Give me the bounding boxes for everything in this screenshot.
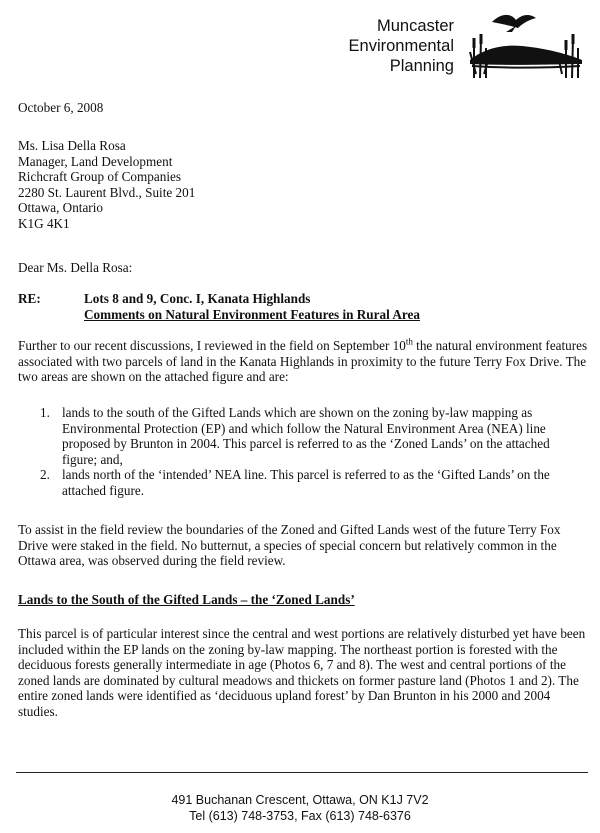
list-item-text: lands north of the ‘intended’ NEA line. This parcel is referred to as the ‘Gifted Lands’ on the attached figure. — [62, 467, 550, 498]
heron-marsh-logo-icon — [462, 8, 588, 80]
recipient-company: Richcraft Group of Companies — [18, 169, 181, 185]
list-number: 2. — [40, 467, 50, 483]
recipient-street: 2280 St. Laurent Blvd., Suite 201 — [18, 184, 196, 200]
recipient-postal: K1G 4K1 — [18, 215, 70, 231]
parcel-list — [18, 405, 588, 499]
section-heading: Lands to the South of the Gifted Lands – the ‘Zoned Lands’ — [18, 592, 355, 607]
intro-text-b: the natural environment features associated with two parcels of land in the Kanata Highlands in proximity to the future Terry Fox Drive. The two areas are shown on the attached figure and are: — [18, 338, 588, 385]
intro-paragraph — [18, 338, 588, 385]
intro-text-a: Further to our recent discussions, I reviewed in the field on September 10 — [18, 338, 406, 353]
intro-superscript: th — [405, 336, 413, 347]
letterhead-name — [349, 16, 454, 76]
list-item — [18, 405, 588, 467]
list-item — [18, 467, 588, 498]
letterhead-line2: Environmental — [348, 37, 454, 55]
footer-address: 491 Buchanan Crescent, Ottawa, ON K1J 7V2 — [171, 793, 429, 807]
footer-divider — [16, 772, 588, 773]
re-subject-line2: Comments on Natural Environment Features in Rural Area — [84, 306, 420, 322]
re-subject-line1: Lots 8 and 9, Conc. I, Kanata Highlands — [84, 291, 311, 306]
letterhead-line1: Muncaster — [376, 17, 454, 35]
list-number: 1. — [40, 405, 50, 420]
recipient-name: Ms. Lisa Della Rosa — [18, 138, 126, 153]
field-review-paragraph: To assist in the field review the boundaries of the Zoned and Gifted Lands west of the future Terry Fox Drive were staked in the field. No butternut, a species of special concern but relatively common in the Ottawa area, was observed during the field review. — [18, 522, 561, 569]
zoned-lands-paragraph: This parcel is of particular interest since the central and west portions are relatively disturbed yet have been included within the EP lands on the zoning by-law mapping. The northeast portion is forested with the deciduous forests generally intermediate in age (Photos 6, 7 and 8). The west and central portions of the zoned lands are dominated by cultural meadows and thickets on former pasture land (Photos 1 and 2). The entire zoned lands were identified as ‘deciduous upland forest’ by Dan Brunton in his 2000 and 2004 studies. — [18, 626, 586, 719]
list-item-text: lands to the south of the Gifted Lands which are shown on the zoning by-law mapping as Environmental Protection (EP) and which follow the Natural Environment Area (NEA) line proposed by Brunton in 2004. This parcel is referred to as the ‘Zoned Lands’ on the attached figure; and, — [62, 405, 550, 467]
salutation: Dear Ms. Della Rosa: — [18, 260, 133, 275]
re-label: RE: — [18, 291, 41, 306]
letter-date: October 6, 2008 — [18, 100, 104, 115]
recipient-city: Ottawa, Ontario — [18, 200, 103, 216]
footer-phone: Tel (613) 748-3753, Fax (613) 748-6376 — [189, 809, 411, 823]
recipient-address — [18, 138, 195, 232]
recipient-title: Manager, Land Development — [18, 153, 173, 169]
re-subject — [84, 291, 420, 322]
letterhead-line3: Planning — [389, 57, 454, 75]
